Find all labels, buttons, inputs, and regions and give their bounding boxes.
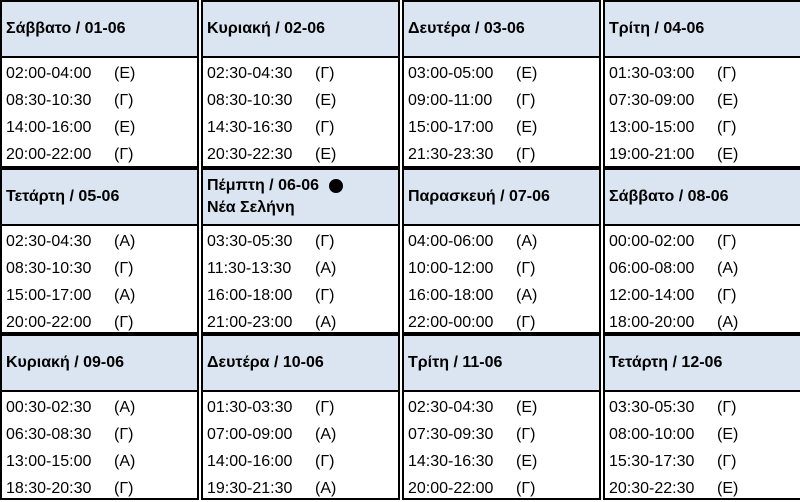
time-slot (207, 87, 394, 114)
slot-code: (Γ) (717, 399, 737, 416)
time-slot (207, 114, 394, 141)
slots-row (0, 226, 800, 334)
time-slot (6, 448, 193, 475)
slot-code: (Γ) (315, 233, 335, 250)
slot-time: 03:30-05:30 (609, 399, 695, 416)
slot-code: (Ε) (516, 65, 538, 82)
day-header (201, 334, 400, 392)
slot-time: 08:30-10:30 (6, 260, 92, 277)
day-slots (402, 226, 601, 334)
day-header-row (609, 18, 796, 40)
day-header-row (408, 352, 595, 374)
slot-time: 14:00-16:00 (207, 453, 293, 470)
day-title: Δευτέρα / 03-06 (408, 20, 525, 37)
slot-time: 21:00-23:00 (207, 314, 293, 331)
slot-time: 20:00-22:00 (6, 146, 92, 163)
day-slots (0, 226, 199, 334)
day-title: Παρασκευή / 07-06 (408, 188, 550, 205)
time-slot (207, 309, 394, 336)
slot-time: 06:00-08:00 (609, 260, 695, 277)
slot-code: (Γ) (315, 119, 335, 136)
slot-code: (Γ) (516, 146, 536, 163)
time-slot (609, 60, 796, 87)
slot-code: (Α) (717, 314, 739, 331)
time-slot (408, 141, 595, 168)
time-slot (408, 282, 595, 309)
day-header (402, 334, 601, 392)
time-slot (6, 141, 193, 168)
slot-code: (Γ) (315, 453, 335, 470)
slot-time: 02:30-04:30 (6, 233, 92, 250)
slot-code: (Γ) (717, 119, 737, 136)
slot-time: 13:00-15:00 (609, 119, 695, 136)
slot-code: (Α) (315, 260, 337, 277)
time-slot (408, 114, 595, 141)
slot-code: (Γ) (516, 260, 536, 277)
day-header (201, 168, 400, 226)
time-slot (207, 448, 394, 475)
slot-code: (Γ) (717, 233, 737, 250)
time-slot (6, 228, 193, 255)
slots-row (0, 392, 800, 500)
slot-code: (Ε) (516, 453, 538, 470)
slot-time: 06:30-08:30 (6, 426, 92, 443)
day-header-row (6, 186, 193, 208)
day-title: Τετάρτη / 05-06 (6, 188, 120, 205)
slot-time: 04:00-06:00 (408, 233, 494, 250)
time-slot (6, 255, 193, 282)
slot-code: (Ε) (516, 119, 538, 136)
slot-time: 18:00-20:00 (609, 314, 695, 331)
slot-code: (Α) (717, 260, 739, 277)
slot-code: (Ε) (315, 92, 337, 109)
time-slot (207, 282, 394, 309)
slots-row (0, 58, 800, 168)
slot-code: (Ε) (717, 426, 739, 443)
day-header-row (207, 175, 394, 197)
slot-time: 02:00-04:00 (6, 65, 92, 82)
slot-code: (Γ) (717, 453, 737, 470)
day-header (603, 0, 800, 58)
time-slot (609, 228, 796, 255)
slot-time: 20:00-22:00 (6, 314, 92, 331)
slot-code: (Ε) (717, 92, 739, 109)
slot-time: 14:00-16:00 (6, 119, 92, 136)
slot-code: (Α) (114, 453, 136, 470)
new-moon-icon (329, 179, 343, 193)
day-header (603, 334, 800, 392)
slot-code: (Γ) (516, 480, 536, 497)
time-slot (6, 309, 193, 336)
time-slot (408, 60, 595, 87)
slot-time: 22:00-00:00 (408, 314, 494, 331)
slot-code: (Α) (516, 233, 538, 250)
slot-time: 00:30-02:30 (6, 399, 92, 416)
slot-time: 02:30-04:30 (408, 399, 494, 416)
slot-time: 15:00-17:00 (408, 119, 494, 136)
day-slots (201, 392, 400, 500)
slot-code: (Γ) (114, 92, 134, 109)
time-slot (207, 255, 394, 282)
slot-time: 09:00-11:00 (408, 92, 493, 109)
time-slot (408, 255, 595, 282)
day-header (0, 168, 199, 226)
slot-code: (Γ) (516, 314, 536, 331)
time-slot (408, 475, 595, 502)
day-slots (603, 392, 800, 500)
day-header-row (6, 18, 193, 40)
time-slot (609, 87, 796, 114)
time-slot (6, 394, 193, 421)
slot-code: (Α) (114, 287, 136, 304)
slot-time: 02:30-04:30 (207, 65, 293, 82)
slot-code: (Α) (315, 314, 337, 331)
time-slot (6, 421, 193, 448)
slot-time: 20:30-22:30 (207, 146, 293, 163)
slot-code: (Α) (114, 233, 136, 250)
slot-time: 07:00-09:00 (207, 426, 293, 443)
day-slots (0, 392, 199, 500)
slot-code: (Ε) (717, 146, 739, 163)
time-slot (609, 114, 796, 141)
day-header-row (207, 352, 394, 374)
slot-time: 20:30-22:30 (609, 480, 695, 497)
slot-code: (Γ) (516, 426, 536, 443)
slot-time: 14:30-16:30 (207, 119, 293, 136)
day-slots (0, 58, 199, 168)
slot-code: (Ε) (516, 399, 538, 416)
slot-time: 08:30-10:30 (207, 92, 293, 109)
header-row (0, 0, 800, 58)
slot-time: 19:00-21:00 (609, 146, 695, 163)
slot-time: 07:30-09:30 (408, 426, 494, 443)
time-slot (408, 448, 595, 475)
time-slot (408, 228, 595, 255)
slot-time: 03:30-05:30 (207, 233, 293, 250)
time-slot (609, 475, 796, 502)
day-header-row (408, 18, 595, 40)
day-header (402, 168, 601, 226)
day-slots (402, 392, 601, 500)
day-slots (603, 226, 800, 334)
slot-time: 20:00-22:00 (408, 480, 494, 497)
day-title: Κυριακή / 02-06 (207, 20, 325, 37)
day-header-row (6, 352, 193, 374)
slot-code: (Α) (315, 426, 337, 443)
slot-code: (Ε) (114, 119, 136, 136)
slot-time: 16:00-18:00 (408, 287, 494, 304)
day-title: Δευτέρα / 10-06 (207, 354, 324, 371)
day-header-row (408, 186, 595, 208)
slot-code: (Γ) (717, 287, 737, 304)
day-header (201, 0, 400, 58)
slot-time: 01:30-03:30 (207, 399, 293, 416)
time-slot (207, 421, 394, 448)
slot-code: (Α) (315, 480, 337, 497)
time-slot (609, 448, 796, 475)
slot-time: 15:30-17:30 (609, 453, 695, 470)
slot-code: (Α) (114, 399, 136, 416)
time-slot (6, 114, 193, 141)
slot-code: (Γ) (516, 92, 536, 109)
time-slot (408, 309, 595, 336)
slot-time: 11:30-13:30 (207, 260, 292, 277)
slot-code: (Ε) (315, 146, 337, 163)
slot-code: (Γ) (315, 65, 335, 82)
time-slot (6, 282, 193, 309)
slot-time: 16:00-18:00 (207, 287, 293, 304)
time-slot (408, 421, 595, 448)
slot-code: (Γ) (315, 287, 335, 304)
time-slot (609, 309, 796, 336)
slot-time: 18:30-20:30 (6, 480, 92, 497)
slot-time: 00:00-02:00 (609, 233, 695, 250)
header-row (0, 168, 800, 226)
slot-time: 15:00-17:00 (6, 287, 92, 304)
slot-time: 19:30-21:30 (207, 480, 293, 497)
time-slot (408, 394, 595, 421)
day-subtitle: Νέα Σελήνη (207, 199, 295, 216)
day-header (0, 0, 199, 58)
time-slot (609, 282, 796, 309)
time-slot (207, 60, 394, 87)
day-header-row (207, 18, 394, 40)
day-slots (603, 58, 800, 168)
day-header (0, 334, 199, 392)
slot-time: 03:00-05:00 (408, 65, 494, 82)
slot-code: (Α) (516, 287, 538, 304)
time-slot (207, 475, 394, 502)
slot-code: (Γ) (315, 399, 335, 416)
slot-code: (Γ) (114, 426, 134, 443)
slot-time: 08:00-10:00 (609, 426, 695, 443)
day-title: Τετάρτη / 12-06 (609, 354, 723, 371)
time-slot (207, 394, 394, 421)
day-title: Σάββατο / 01-06 (6, 20, 126, 37)
slot-time: 08:30-10:30 (6, 92, 92, 109)
slot-time: 14:30-16:30 (408, 453, 494, 470)
time-slot (207, 228, 394, 255)
time-slot (609, 255, 796, 282)
day-header (603, 168, 800, 226)
slot-time: 13:00-15:00 (6, 453, 92, 470)
slot-time: 01:30-03:00 (609, 65, 695, 82)
slot-time: 10:00-12:00 (408, 260, 494, 277)
day-slots (402, 58, 601, 168)
slot-time: 07:30-09:00 (609, 92, 695, 109)
day-slots (201, 58, 400, 168)
day-title: Τρίτη / 11-06 (408, 354, 503, 371)
slot-time: 12:00-14:00 (609, 287, 695, 304)
slot-code: (Γ) (114, 314, 134, 331)
day-header (402, 0, 601, 58)
slot-code: (Γ) (114, 480, 134, 497)
time-slot (6, 87, 193, 114)
slot-code: (Ε) (114, 65, 136, 82)
slot-code: (Γ) (114, 260, 134, 277)
time-slot (207, 141, 394, 168)
day-title: Σάββατο / 08-06 (609, 188, 729, 205)
day-title: Κυριακή / 09-06 (6, 354, 124, 371)
header-row (0, 334, 800, 392)
time-slot (609, 394, 796, 421)
slot-code: (Ε) (717, 480, 739, 497)
day-title: Τρίτη / 04-06 (609, 20, 705, 37)
day-header-row (609, 352, 796, 374)
slot-time: 21:30-23:30 (408, 146, 494, 163)
time-slot (6, 475, 193, 502)
time-slot (609, 141, 796, 168)
time-slot (6, 60, 193, 87)
day-slots (201, 226, 400, 334)
slot-code: (Γ) (114, 146, 134, 163)
day-title: Πέμπτη / 06-06 (207, 177, 319, 194)
time-slot (609, 421, 796, 448)
slot-code: (Γ) (717, 65, 737, 82)
day-header-row (609, 186, 796, 208)
time-slot (408, 87, 595, 114)
